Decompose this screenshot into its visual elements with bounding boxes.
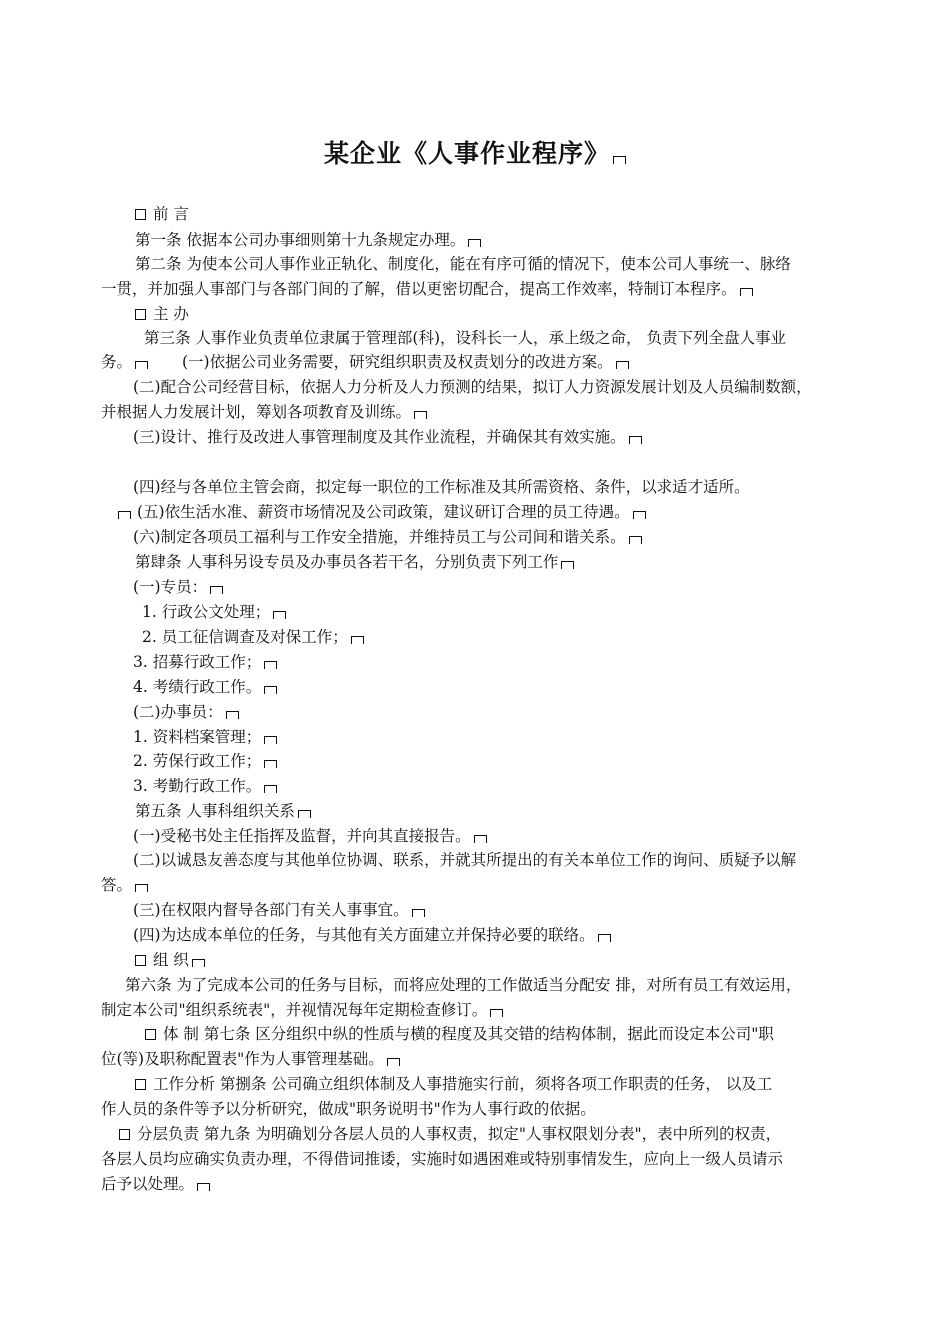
text-line-art8-b — [101, 1099, 596, 1119]
paragraph-mark-icon — [629, 436, 642, 444]
line-text: (二)办事员： — [133, 703, 223, 721]
text-line-art4-2-3 — [133, 776, 277, 796]
line-text: 第六条 为了完成本公司的任务与目标，而将应处理的工作做适当分配安 排，对所有员工有效运用， — [125, 976, 802, 994]
text-line-art7-a — [145, 1024, 774, 1044]
line-text: 答。 — [101, 876, 133, 894]
line-text: 并根据人力发展计划，筹划各项教育及训练。 — [101, 403, 412, 421]
text-line-art9-c — [101, 1174, 210, 1194]
checkbox-square-icon — [135, 1079, 146, 1090]
paragraph-mark-icon — [192, 959, 205, 967]
paragraph-mark-icon — [414, 411, 427, 419]
line-text: (五)依生活水准、薪资市场情况及公司政策，建议研订合理的员工待遇。 — [137, 503, 630, 521]
paragraph-mark-icon — [264, 661, 277, 669]
paragraph-mark-icon — [197, 1183, 210, 1191]
paragraph-mark-icon — [412, 909, 425, 917]
checkbox-square-icon — [119, 1129, 130, 1140]
text-line-art3-g — [118, 502, 646, 522]
paragraph-mark-icon — [616, 361, 629, 369]
line-text: (三)在权限内督导各部门有关人事事宜。 — [133, 901, 409, 919]
text-line-art3-e — [133, 427, 642, 447]
paragraph-mark-icon — [474, 835, 487, 843]
text-line-sec-preface — [135, 204, 189, 224]
line-text: 主 办 — [153, 305, 189, 323]
text-line-art5-2b — [101, 875, 148, 895]
paragraph-mark-icon — [351, 636, 364, 644]
text-line-art4-2-1 — [133, 727, 277, 747]
text-line-art4-1-3 — [133, 652, 277, 672]
line-text: 第三条 人事作业负责单位隶属于管理部(科)，设科长一人，承上级之命， 负责下列全盘人事业 — [144, 329, 786, 347]
checkbox-square-icon — [135, 309, 146, 320]
text-line-art3-b1 — [101, 352, 148, 372]
text-line-art2-b — [101, 279, 753, 299]
paragraph-mark-icon — [264, 760, 277, 768]
text-line-art5 — [135, 801, 311, 821]
paragraph-mark-icon — [561, 561, 574, 569]
text-line-art3-f — [133, 477, 750, 497]
checkbox-square-icon — [145, 1029, 156, 1040]
paragraph-mark-icon — [135, 361, 148, 369]
line-text: 作人员的条件等予以分析研究，做成"职务说明书"作为人事行政的依据。 — [101, 1100, 596, 1118]
text-line-sec-host — [135, 304, 189, 324]
document-title-text: 某企业《人事作业程序》 — [323, 139, 610, 168]
line-text: 4. 考绩行政工作。 — [133, 678, 262, 696]
text-line-art3-a — [144, 328, 786, 348]
line-text: (一)依据公司业务需要，研究组织职责及权责划分的改进方案。 — [182, 353, 613, 371]
line-text: 第五条 人事科组织关系 — [135, 802, 295, 820]
paragraph-mark-icon — [264, 785, 277, 793]
line-text: (六)制定各项员工福利与工作安全措施，并维持员工与公司间和谐关系。 — [133, 528, 626, 546]
text-line-art9-a — [119, 1124, 781, 1144]
paragraph-mark-icon — [264, 686, 277, 694]
text-line-art4-2-2 — [133, 751, 277, 771]
text-line-art4-1 — [133, 577, 223, 597]
line-text: 组 织 — [153, 951, 189, 969]
line-text: 第二条 为使本公司人事作业正轨化、制度化，能在有序可循的情况下，使本公司人事统一、脉络 — [135, 255, 791, 273]
text-line-sec-org — [135, 950, 205, 970]
text-line-art1 — [135, 230, 481, 250]
line-text: 后予以处理。 — [101, 1175, 195, 1193]
paragraph-mark-icon — [264, 736, 277, 744]
document-title — [0, 134, 950, 170]
line-text: 工作分析 第捌条 公司确立组织体制及人事措施实行前，须将各项工作职责的任务， 以及工 — [153, 1075, 773, 1093]
line-text: 位(等)及职称配置表"作为人事管理基础。 — [101, 1050, 384, 1068]
paragraph-mark-icon — [633, 511, 646, 519]
paragraph-mark-icon — [298, 810, 311, 818]
text-line-art2-a — [135, 254, 791, 274]
text-line-art3-d — [101, 402, 427, 422]
line-text: (一)专员： — [133, 578, 208, 596]
line-text: (一)受秘书处主任指挥及监督，并向其直接报告。 — [133, 827, 471, 845]
paragraph-mark-icon — [135, 884, 148, 892]
line-text: 体 制 第七条 区分组织中纵的性质与横的程度及其交错的结构体制，据此而设定本公司"职 — [163, 1025, 774, 1043]
paragraph-mark-icon — [490, 1009, 503, 1017]
paragraph-mark-icon — [629, 536, 642, 544]
line-text: (三)设计、推行及改进人事管理制度及其作业流程，并确保其有效实施。 — [133, 428, 626, 446]
line-text: 一贯，并加强人事部门与各部门间的了解，借以更密切配合，提高工作效率，特制订本程序。 — [101, 280, 737, 298]
line-text: 第肆条 人事科另设专员及办事员各若干名，分别负责下列工作 — [135, 553, 559, 571]
line-text: (二)配合公司经营目标，依据人力分析及人力预测的结果，拟订人力资源发展计划及人员编制数额， — [133, 378, 812, 396]
line-text: 3. 招募行政工作； — [133, 653, 262, 671]
text-line-art4-1-1 — [142, 602, 286, 622]
text-line-art6-b — [101, 1000, 503, 1020]
line-text: (二)以诚恳友善态度与其他单位协调、联系，并就其所提出的有关本单位工作的询问、质疑予以解 — [133, 851, 797, 869]
paragraph-mark-icon — [226, 711, 239, 719]
line-text: 3. 考勤行政工作。 — [133, 777, 262, 795]
text-line-art6-a — [125, 975, 801, 995]
text-line-art5-1 — [133, 826, 487, 846]
text-line-art3-b2 — [182, 352, 629, 372]
text-line-art5-2a — [133, 850, 796, 870]
line-text: 2. 劳保行政工作； — [133, 752, 262, 770]
line-text: (四)经与各单位主管会商，拟定每一职位的工作标准及其所需资格、条件，以求适才适所。 — [133, 478, 750, 496]
line-text: 各层人员均应确实负责办理，不得借词推诿，实施时如遇困难或特别事情发生，应向上一级人员请示 — [101, 1150, 784, 1168]
paragraph-mark-icon — [210, 586, 223, 594]
line-text: 分层负责 第九条 为明确划分各层人员的人事权责，拟定"人事权限划分表"，表中所列的权责， — [137, 1125, 782, 1143]
line-text: (四)为达成本单位的任务，与其他有关方面建立并保持必要的联络。 — [133, 926, 595, 944]
line-text: 2. 员工征信调查及对保工作； — [142, 628, 348, 646]
text-line-art5-4 — [133, 925, 611, 945]
paragraph-mark-icon — [273, 611, 286, 619]
text-line-art4 — [135, 552, 574, 572]
paragraph-mark-icon — [468, 239, 481, 247]
checkbox-square-icon — [135, 955, 146, 966]
text-line-art8-a — [135, 1074, 772, 1094]
paragraph-mark-icon — [387, 1058, 400, 1066]
text-line-art4-2 — [133, 702, 239, 722]
text-line-art4-1-4 — [133, 677, 277, 697]
checkbox-square-icon — [135, 209, 146, 220]
text-line-art9-b — [101, 1149, 783, 1169]
paragraph-mark-icon — [740, 288, 753, 296]
line-text: 制定本公司"组织系统表"，并视情况每年定期检查修订。 — [101, 1001, 488, 1019]
line-text: 务。 — [101, 353, 133, 371]
line-text: 1. 资料档案管理； — [133, 728, 262, 746]
line-text: 1. 行政公文处理； — [142, 603, 271, 621]
paragraph-mark-icon — [613, 156, 626, 164]
text-line-art3-h — [133, 527, 642, 547]
text-line-art7-b — [101, 1049, 400, 1069]
text-line-art3-c — [133, 377, 812, 397]
paragraph-mark-icon — [118, 511, 131, 519]
text-line-art5-3 — [133, 900, 425, 920]
text-line-art4-1-2 — [142, 627, 364, 647]
line-text: 前 言 — [153, 205, 189, 223]
line-text: 第一条 依据本公司办事细则第十九条规定办理。 — [135, 231, 466, 249]
paragraph-mark-icon — [598, 934, 611, 942]
